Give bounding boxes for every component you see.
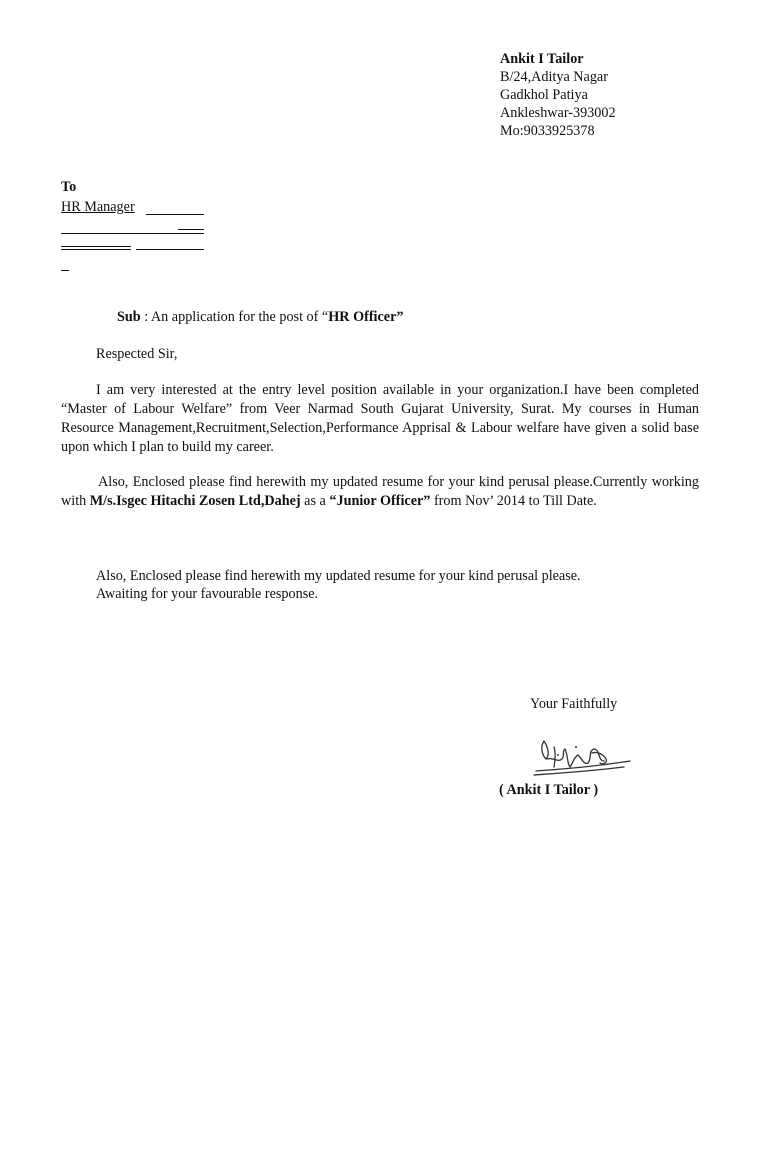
subject-line xyxy=(117,308,403,326)
paragraph-2-text-a: Also, Enclosed please find herewith my updated resume for your kind perusal please.Currently working with xyxy=(61,474,699,509)
valediction: Your Faithfully xyxy=(530,696,618,712)
subject-position: HR Officer” xyxy=(328,309,404,325)
paragraph-2-text-b: as a xyxy=(300,493,330,509)
sender-address-line1: B/24,Aditya Nagar xyxy=(500,69,608,85)
sender-address-line2: Gadkhol Patiya xyxy=(500,87,588,103)
body-paragraph-3-line1: Also, Enclosed please find herewith my updated resume for your kind perusal please. xyxy=(96,568,581,584)
subject-label: Sub xyxy=(117,309,141,325)
body-paragraph-3-line2: Awaiting for your favourable response. xyxy=(96,586,319,602)
sender-phone: Mo:9033925378 xyxy=(500,123,595,139)
sender-name: Ankit I Tailor xyxy=(500,51,584,67)
paragraph-2-text-c: from Nov’ 2014 to Till Date. xyxy=(430,493,597,509)
body-paragraph-1 xyxy=(61,381,699,457)
paragraph-1-text: I am very interested at the entry level position available in your organization.I have been completed “Master of Labour Welfare” from Veer Narmad South Gujarat University, Surat. My courses in Human Resource Management,Recruitment,Selection,Performance Apprisal & Labour welfare have given a solid base upon which I plan to build my career. xyxy=(61,382,699,455)
body-paragraph-2 xyxy=(61,473,699,511)
company-name: M/s.Isgec Hitachi Zosen Ltd,Dahej xyxy=(89,493,301,509)
recipient-title: HR Manager xyxy=(61,199,135,215)
signature-name: ( Ankit I Tailor ) xyxy=(499,782,599,798)
job-role: “Junior Officer” xyxy=(329,493,431,509)
salutation: Respected Sir, xyxy=(96,346,178,362)
blank-line xyxy=(146,214,204,215)
blank-line xyxy=(136,249,204,250)
blank-line xyxy=(61,249,131,250)
blank-line xyxy=(61,270,69,271)
subject-text: : An application for the post of “ xyxy=(140,309,329,325)
sender-address xyxy=(500,50,616,140)
blank-line xyxy=(61,233,204,234)
blank-line xyxy=(178,229,204,230)
sender-address-line3: Ankleshwar-393002 xyxy=(500,105,616,121)
blank-line xyxy=(61,246,131,247)
recipient-to: To xyxy=(61,179,77,195)
handwritten-signature xyxy=(532,733,634,781)
